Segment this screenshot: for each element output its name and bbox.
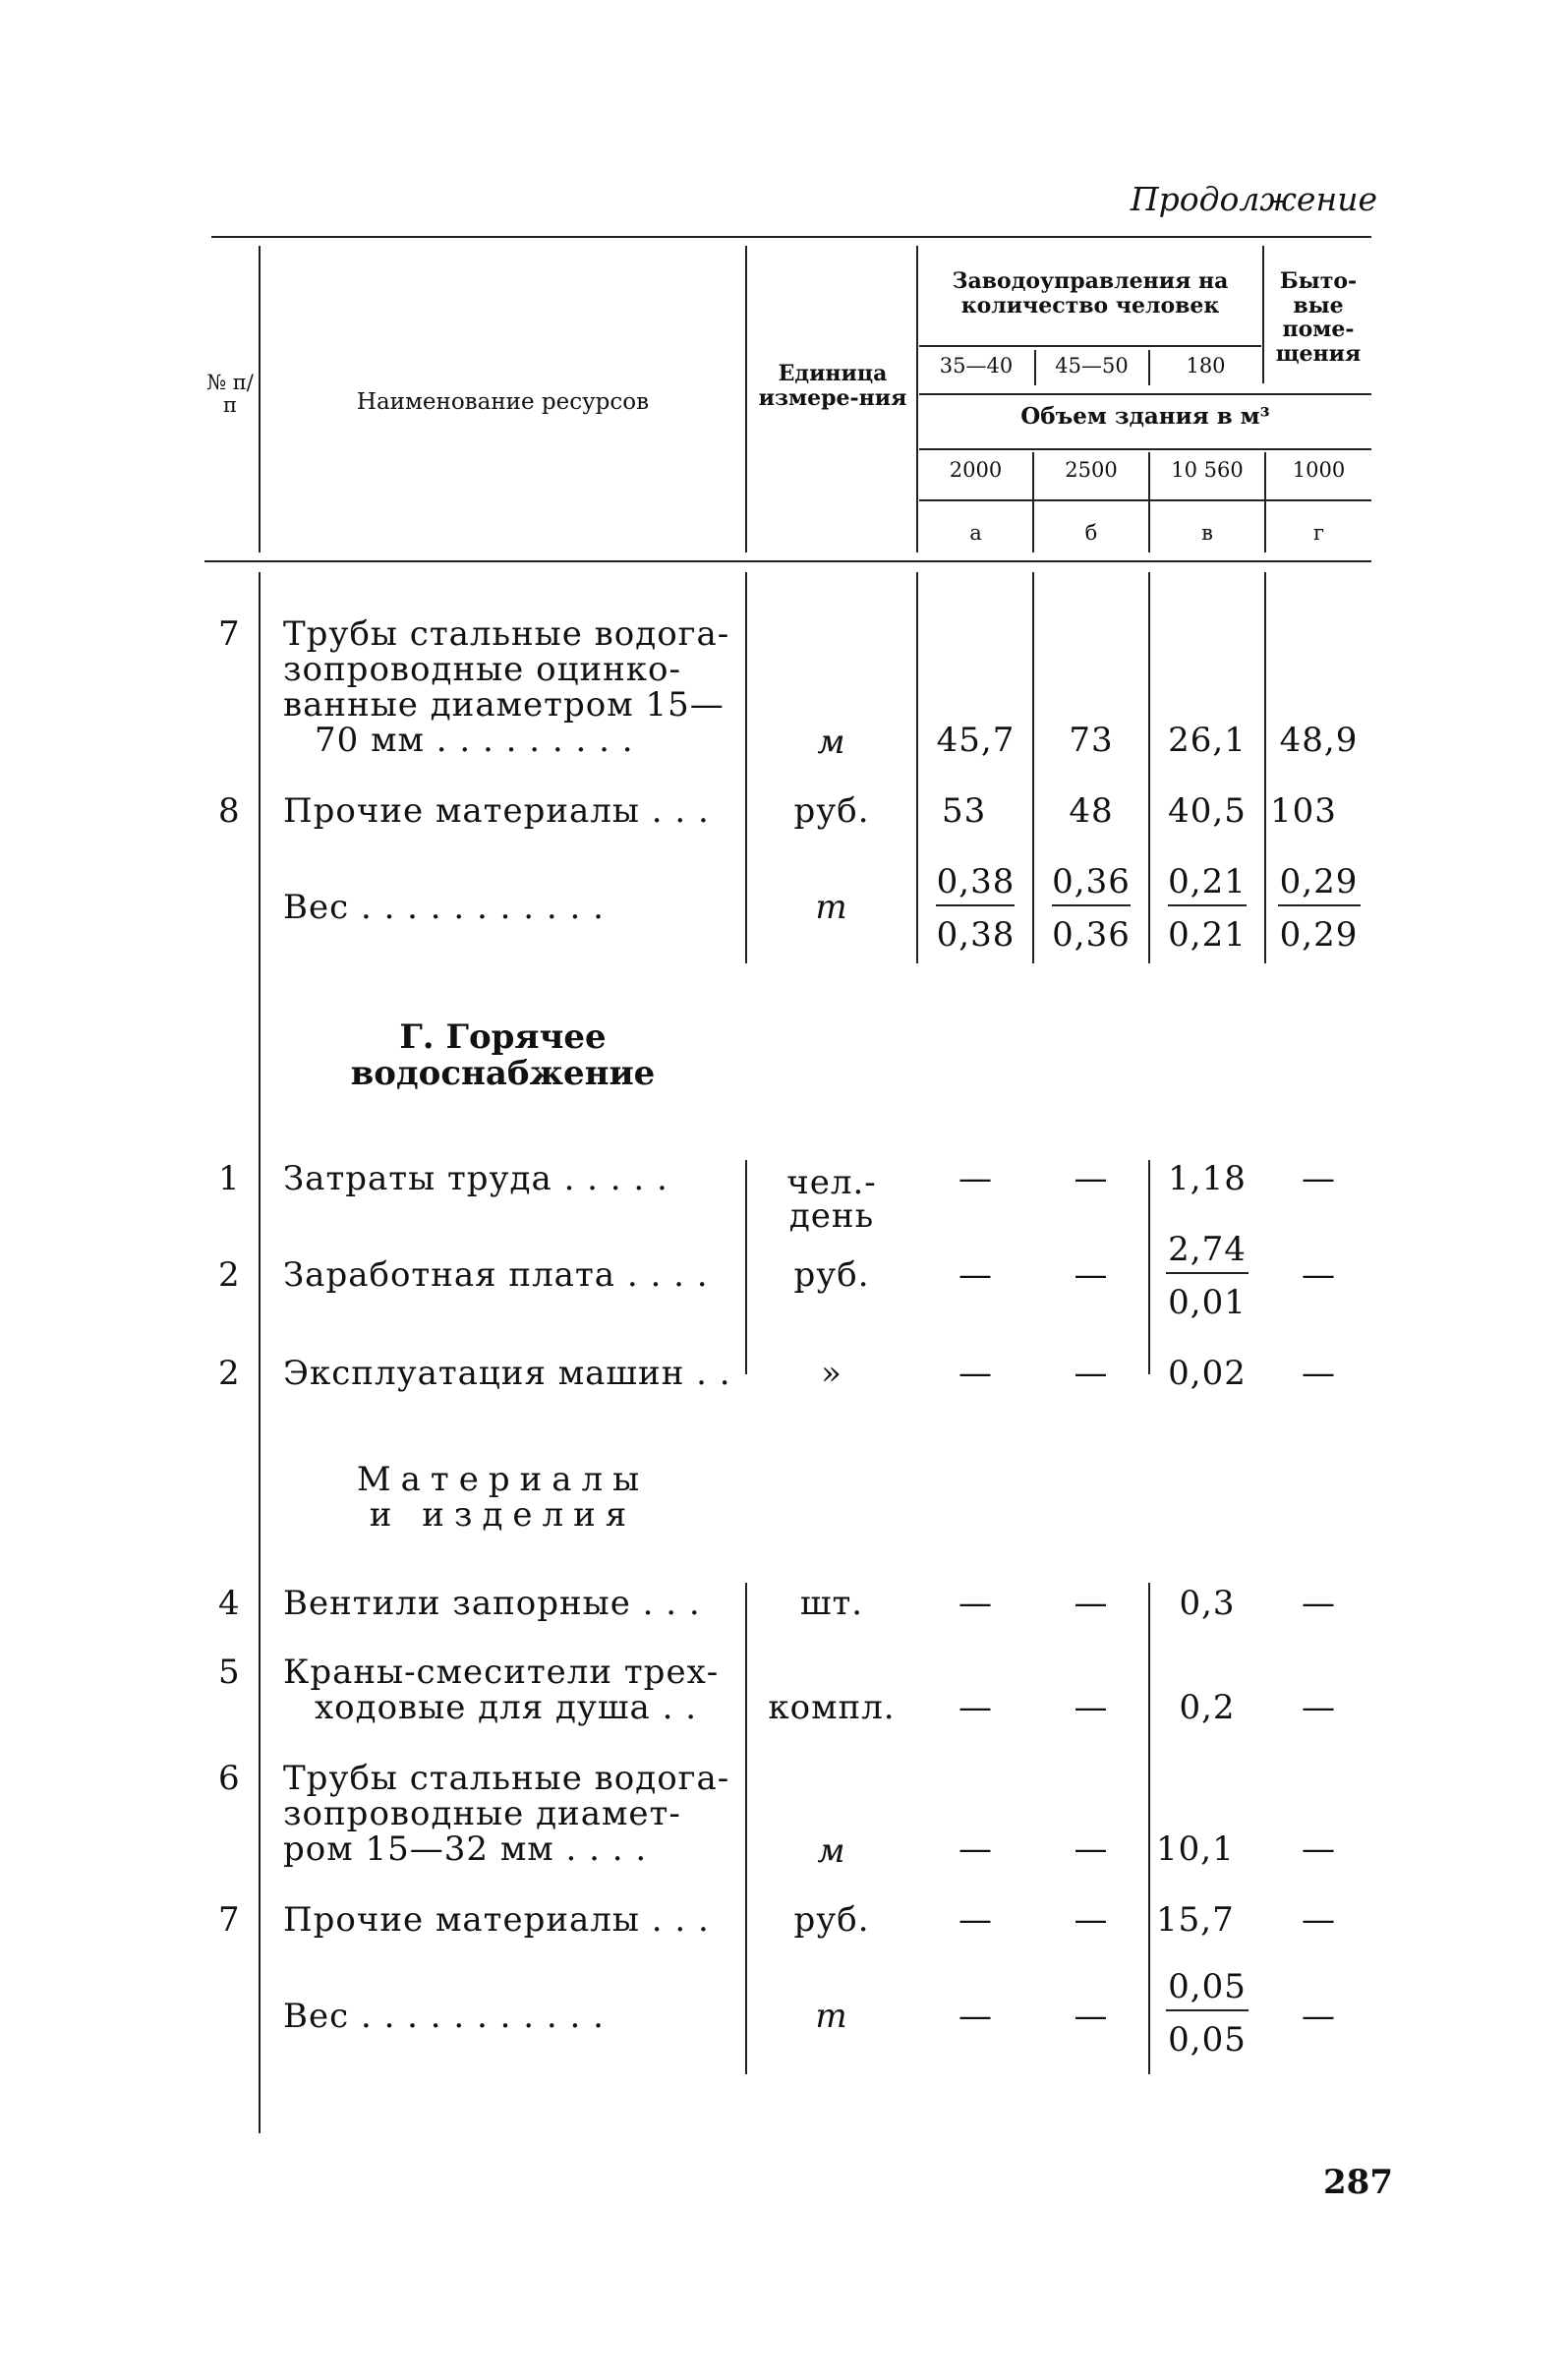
cell-b: — [1074,1584,1109,1623]
cell-v-top: 0,21 [1168,862,1247,901]
row-unit: м [817,723,846,762]
header-household: Быто-вые поме-щения [1275,268,1362,367]
cell-g: — [1302,1354,1336,1393]
col-line-bt [1262,246,1264,383]
cell-v: 40,5 [1168,791,1247,831]
cell-a: — [958,1354,993,1393]
cell-a: — [958,1584,993,1623]
fraction-line [1278,904,1361,906]
row-no: 4 [218,1584,241,1623]
row-unit: чел.- [786,1163,877,1202]
row-name: Заработная плата . . . . [283,1255,709,1295]
row-unit: руб. [793,1255,870,1295]
cell-a: — [958,1255,993,1295]
header-letter-a: а [969,521,982,545]
header-volume-label: Объем здания в м³ [1020,403,1270,430]
row-name: Прочие материалы . . . [283,1900,710,1940]
row-name: зопроводные диамет- [283,1794,681,1833]
row-name: ром 15—32 мм . . . . [283,1829,648,1869]
row-unit: » [821,1354,842,1393]
cell-b: — [1074,1159,1109,1198]
cell-b: 73 [1069,721,1114,760]
cell-g-bot: 0,29 [1279,915,1359,955]
row-unit: т [815,888,848,927]
cell-b: 48 [1069,791,1114,831]
cell-v: 26,1 [1168,721,1247,760]
cell-a: — [958,1997,993,2036]
header-letter-g: г [1312,521,1324,545]
section-heading: водоснабжение [350,1054,656,1093]
header-name: Наименование ресурсов [356,389,650,415]
row-unit: шт. [799,1584,864,1623]
row-name: Трубы стальные водога- [283,614,730,654]
header-unit: Единица измере-ния [758,361,907,411]
row-unit: компл. [768,1688,896,1727]
cell-b: — [1074,1354,1109,1393]
header-no: № п/п [206,371,254,418]
row-no: 6 [218,1759,241,1798]
cell-a: — [958,1159,993,1198]
cell-a: — [958,1900,993,1940]
cell-v-bot: 0,21 [1168,915,1247,955]
rule-people [919,345,1261,347]
header-people-3: 180 [1186,354,1226,377]
body-col-line-1 [259,572,261,2133]
cell-b-bot: 0,36 [1052,915,1131,955]
header-volume-b: 2500 [1065,458,1118,482]
fraction-line [1166,1272,1249,1274]
row-unit: м [817,1831,846,1871]
cell-v: 1,18 [1168,1159,1247,1198]
cell-v-top: 0,05 [1168,1967,1247,2006]
row-no: 7 [218,1900,241,1940]
fraction-line [1052,904,1131,906]
cell-v: 0,3 [1179,1584,1236,1623]
header-volume-g: 1000 [1292,458,1346,482]
body-col-line-5 [1148,572,1150,963]
row-name: Краны-смесители трех- [283,1653,720,1692]
rule-top [211,236,1371,238]
cell-a: — [958,1688,993,1727]
cell-v: 0,02 [1168,1354,1247,1393]
cell-v: 10,1 [1156,1829,1235,1869]
row-name: ходовые для душа . . [315,1688,698,1727]
header-letter-b: б [1084,521,1098,545]
col-line-3 [916,246,918,552]
rule-volumes2 [919,499,1371,501]
cell-a-top: 0,38 [936,862,1016,901]
cell-g: — [1302,1159,1336,1198]
header-volume-v: 10 560 [1171,458,1244,482]
row-unit: день [788,1196,875,1236]
cell-a-bot: 0,38 [936,915,1016,955]
section-heading: и изделия [369,1495,637,1535]
row-no: 8 [218,791,241,831]
cell-v: 0,2 [1179,1688,1236,1727]
cell-v-top: 2,74 [1168,1230,1247,1269]
row-name: Трубы стальные водога- [283,1759,730,1798]
cell-v-bot: 0,05 [1168,2020,1247,2060]
row-name: 70 мм . . . . . . . . . [315,721,634,760]
continuation-label: Продолжение [1130,180,1377,218]
section-heading: Материалы [356,1460,650,1499]
row-unit: руб. [793,1900,870,1940]
cell-g: — [1302,1829,1336,1869]
rule-header-bottom [204,560,1371,562]
fraction-line [1166,2009,1249,2011]
row-name: зопроводные оцинко- [283,650,681,689]
section-heading: Г. Горячее [399,1017,607,1057]
cell-b: — [1074,1255,1109,1295]
cell-g: — [1302,1900,1336,1940]
body-col-line-3 [916,572,918,963]
cell-v-bot: 0,01 [1168,1283,1247,1322]
row-name: Вентили запорные . . . [283,1584,701,1623]
header-volume-a: 2000 [949,458,1003,482]
header-letter-v: в [1201,521,1213,545]
cell-v: 15,7 [1156,1900,1235,1940]
rule-volumes [919,448,1371,450]
row-name: Прочие материалы . . . [283,791,710,831]
row-no: 2 [218,1354,241,1393]
row-name: Вес . . . . . . . . . . . [283,888,605,927]
fraction-line [1168,904,1247,906]
row-name: Вес . . . . . . . . . . . [283,1997,605,2036]
cell-a: — [958,1829,993,1869]
cell-g: — [1302,1255,1336,1295]
cell-b: — [1074,1997,1109,2036]
row-name: Эксплуатация машин . . [283,1354,731,1393]
header-group: Заводоуправления на количество человек [952,268,1229,319]
fraction-line [936,904,1015,906]
row-no: 1 [218,1159,241,1198]
rule-volume-label [919,393,1371,395]
row-no: 2 [218,1255,241,1295]
body-col-line-4 [1032,572,1034,963]
row-name: ванные диаметром 15— [283,685,725,725]
cell-g: 48,9 [1279,721,1359,760]
cell-g: — [1302,1584,1336,1623]
cell-b: — [1074,1900,1109,1940]
cell-b-top: 0,36 [1052,862,1131,901]
cell-a: 45,7 [936,721,1016,760]
page-number: 287 [1323,2163,1393,2202]
header-people-2: 45—50 [1055,354,1129,377]
cell-g: 103 [1270,791,1337,831]
cell-b: — [1074,1829,1109,1869]
row-no: 7 [218,614,241,654]
row-unit: т [815,1997,848,2036]
row-unit: руб. [793,791,870,831]
header-people-1: 35—40 [939,354,1014,377]
cell-g: — [1302,1997,1336,2036]
body-col-line-6 [1264,572,1266,963]
cell-g-top: 0,29 [1279,862,1359,901]
col-line-2 [745,246,747,552]
cell-a: 53 [942,791,987,831]
cell-b: — [1074,1688,1109,1727]
row-no: 5 [218,1653,241,1692]
cell-g: — [1302,1688,1336,1727]
row-name: Затраты труда . . . . . [283,1159,668,1198]
